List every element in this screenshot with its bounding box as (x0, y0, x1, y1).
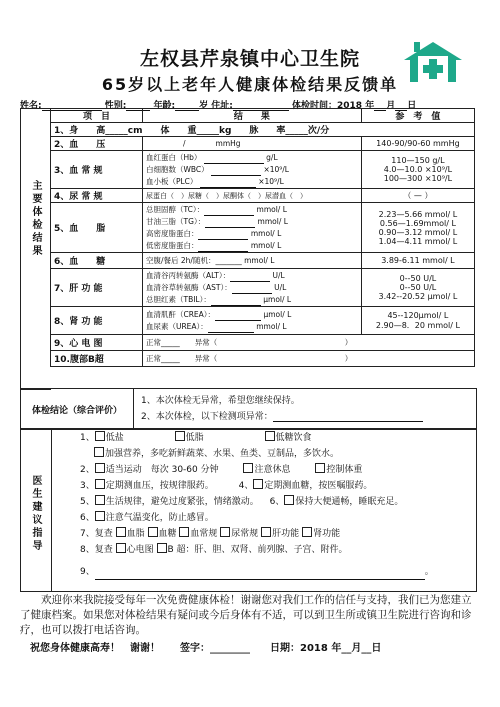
recheck-blood-label: 血常规 (190, 529, 218, 539)
ldl-unit: mmol/ L (250, 240, 282, 250)
urea-ref: 2.90—8．20 mmol/ L (375, 320, 460, 330)
checkbox-bp[interactable] (95, 479, 105, 489)
checkbox-rest[interactable] (243, 463, 253, 473)
tg-ref: 0.56—1.69mmol/ L (379, 218, 456, 228)
low-salt-label: 低盐 (105, 433, 124, 443)
hdl-ref: 0.90—3.12 mmol/ L (378, 227, 458, 237)
cold-label: 注意气温变化，防止感冒。 (105, 513, 214, 523)
row-lipid-result (142, 203, 361, 253)
advice-num-6: 6、 (269, 497, 285, 507)
ast-name: 血清谷草转氨酶（AST）： (145, 282, 232, 292)
hb-unit: g/L (266, 152, 278, 162)
closing-line: 祝您身体健康高寿！ 谢谢！ 签字：________ 日期：2018 年__月__日 (30, 643, 382, 654)
recheck-liver-label: 肝功能 (272, 529, 300, 539)
tg-name: 甘油三脂（TG）： (145, 216, 206, 226)
crea-field[interactable] (215, 311, 261, 321)
row-kidney-ref (361, 307, 474, 335)
recheck-kidney-label: 肾功能 (313, 529, 341, 539)
advice-list (80, 430, 470, 580)
checkbox-cold[interactable] (95, 511, 105, 521)
wbc-ref: 4.0—10.0 ×10⁹/L (383, 165, 453, 174)
tbil-ref: 3.42--20.52 μmol/ L (378, 292, 458, 301)
advice-line-9: 9、 。 (80, 564, 470, 580)
row-lipid-label: 5、血 脂 (51, 203, 143, 253)
checkbox-weight[interactable] (315, 463, 325, 473)
checkbox-glucose[interactable] (253, 479, 263, 489)
crea-ref: 45--120μmol/ L (387, 310, 449, 320)
tg-field[interactable] (205, 218, 255, 228)
advice-num-2: 2、 (80, 465, 95, 475)
checkbox-recheck-glucose[interactable] (148, 527, 158, 537)
low-fat-label: 低脂 (185, 433, 204, 443)
advice-num-4: 4、 (238, 481, 254, 491)
hdl-name: 高密度脂蛋白： (145, 228, 199, 238)
row-blood-result (142, 151, 361, 189)
alt-field[interactable] (230, 272, 270, 282)
row-glucose-label: 6、血 糖 (51, 253, 143, 269)
row-liver-ref (361, 269, 474, 307)
checkbox-recheck-blood[interactable] (179, 527, 189, 537)
row-bp-result: / mmHg (142, 137, 361, 151)
tbil-name: 总胆红素（TBIL）： (145, 294, 211, 304)
row-urine-label: 4、尿 常 规 (51, 189, 143, 203)
nutrition-label: 加强营养，多吃新鲜蔬菜、水果、鱼类、豆制品，多饮水。 (105, 449, 340, 459)
abnormal-items-field[interactable] (273, 412, 423, 422)
bp-advice-label: 定期测血压，按规律服药。 (105, 481, 214, 491)
tc-unit: mmol/ L (256, 204, 287, 214)
tc-field[interactable] (204, 206, 254, 216)
advice-line-7 (80, 526, 470, 542)
advice-line-8 (80, 542, 470, 558)
col-ref-header: 参 考 值 (361, 109, 474, 123)
row-urine-ref: （ — ） (361, 189, 474, 203)
day-label: 日 (407, 101, 417, 111)
row-bp-label: 2、血 压 (51, 137, 143, 151)
gender-label: 性别: (104, 101, 127, 111)
hdl-field[interactable] (198, 230, 248, 240)
advice-line-3 (80, 462, 470, 478)
hospital-logo-icon (400, 40, 466, 84)
row-ecg-label: 9、心 电 图 (51, 335, 143, 351)
advice-line-2 (80, 446, 470, 462)
row-ultrasound-label: 10.腹部B超 (51, 351, 143, 367)
alt-ref: 0--50 U/L (399, 274, 437, 283)
row-ecg-result: 正常_____ 异常（ ） (142, 335, 474, 351)
wbc-name: 白细胞数（WBC） (145, 164, 209, 174)
row-glucose-ref: 3.89-6.11 mmol/ L (361, 253, 474, 269)
checkbox-exercise[interactable] (95, 463, 105, 473)
month-label: 月 (386, 101, 396, 111)
recheck-lipid-label: 血脂 (126, 529, 145, 539)
plc-field[interactable] (200, 178, 256, 188)
hospital-title: 左权县芹泉镇中心卫生院 (139, 48, 360, 70)
row-kidney-result (142, 307, 361, 335)
urea-field[interactable] (208, 323, 254, 333)
checkbox-recheck-lipid[interactable] (116, 527, 126, 537)
recheck-urine-label: 尿常规 (231, 529, 259, 539)
checkbox-recheck-kidney[interactable] (302, 527, 312, 537)
crea-unit: μmol/ L (263, 309, 292, 319)
ast-field[interactable] (232, 284, 272, 294)
advice-line-4 (80, 478, 470, 494)
hdl-unit: mmol/ L (250, 228, 282, 238)
hb-ref: 110—150 g/L (391, 156, 445, 165)
row-ultrasound-result: 正常_____ 异常（ ） (142, 351, 474, 367)
conclusion-label: 体检结论（综合评价） (21, 389, 134, 429)
advice-line-6: 6、 注意气温变化，防止感冒。 (80, 513, 214, 523)
row-blood-ref (361, 151, 474, 189)
form-subtitle: 65岁以上老年人健康体检结果反馈单 (101, 75, 399, 94)
age-label: 年龄: (153, 101, 176, 111)
tbil-unit: μmol/ L (263, 294, 292, 304)
checkbox-lifestyle[interactable] (95, 495, 105, 505)
results-table (50, 108, 475, 367)
date-label: 体检时间：2018 年 (292, 101, 375, 111)
name-label: 姓名: (20, 101, 42, 111)
other-advice-field[interactable] (95, 570, 425, 580)
lifestyle-label: 生活规律，避免过度紧张，情绪激动。 (105, 497, 259, 507)
wbc-unit: ×10⁹/L (263, 164, 289, 174)
recheck-glucose-label: 血糖 (158, 529, 177, 539)
advice-side-label: 医生建议指导 (30, 475, 41, 553)
low-sugar-label: 低糖饮食 (275, 433, 312, 443)
wbc-field[interactable] (211, 166, 261, 176)
footer-message: 欢迎你来我院接受每年一次免费健康体检！谢谢您对我们工作的信任与支持，我们已为您建立了健康档案。如果您对体检结果有疑问或今后身体有不适，可以到卫生所或镇卫生院进行咨询和诊疗，也可以拨打电话咨询。 (20, 594, 472, 636)
ldl-ref: 1.04—4.11 mmol/ L (378, 236, 458, 246)
advice-num-1: 1、 (80, 433, 95, 443)
row-vitals: 1、身 高_____cm 体 重_____kg 脉 率_____次/分 (51, 123, 475, 137)
advice-divider (51, 429, 52, 591)
rest-label: 注意休息 (254, 465, 291, 475)
hb-field[interactable] (204, 154, 264, 164)
ast-unit: U/L (274, 282, 287, 292)
advice-line-1 (80, 430, 470, 446)
urea-unit: mmol/ L (256, 321, 287, 331)
row-blood-label: 3、血 常 规 (51, 151, 143, 189)
ast-ref: 0--50 U/L (399, 283, 437, 292)
advice-num-3: 3、 (80, 481, 95, 491)
conclusion-line-1: 1、本次体检无异常，希望您继续保持。 (141, 396, 300, 406)
plc-name: 血小板（PLC） (145, 176, 198, 186)
checkbox-low-sugar[interactable] (265, 431, 275, 441)
address-label: 住址: (211, 101, 233, 111)
conclusion-line-2 (141, 409, 423, 422)
checkbox-recheck-liver[interactable] (261, 527, 271, 537)
ldl-name: 低密度脂蛋白： (145, 240, 199, 250)
ldl-field[interactable] (198, 242, 248, 252)
checkbox-recheck-urine[interactable] (220, 527, 230, 537)
weight-label: 控制体重 (326, 465, 363, 475)
alt-unit: U/L (272, 270, 285, 280)
row-lipid-ref (361, 203, 474, 253)
checkbox-recheck-ecg[interactable] (116, 543, 126, 553)
advice-line-5 (80, 494, 470, 510)
advice-num-9: 9、 (80, 567, 95, 577)
checkbox-sleep[interactable] (284, 495, 294, 505)
row-bp-ref: 140-90/90-60 mmHg (361, 137, 474, 151)
tg-unit: mmol/ L (257, 216, 288, 226)
age-unit: 岁 (199, 101, 209, 111)
tbil-field[interactable] (211, 296, 261, 306)
row-kidney-label: 8、肾 功 能 (51, 307, 143, 335)
recheck-ultrasound-label: B 超：肝、胆、双肾、前列腺、子宫、附件。 (167, 545, 348, 555)
recheck-label-7: 7、复查 (80, 529, 113, 539)
hb-name: 血红蛋白（Hb） (145, 152, 202, 162)
advice-num-5: 5、 (80, 497, 95, 507)
col-item-header: 项 目 (51, 109, 143, 123)
crea-name: 血清肌酐（CREA）： (145, 309, 216, 319)
alt-name: 血清谷丙转氨酶（ALT）： (145, 270, 231, 280)
conclusion-section (20, 388, 477, 430)
sleep-label: 保持大便通畅，睡眠充足。 (295, 497, 404, 507)
plc-unit: ×10⁹/L (258, 176, 284, 186)
exercise-label: 适当运动 每次 30-60 分钟 (105, 465, 219, 475)
recheck-ecg-label: 心电图 (126, 545, 154, 555)
row-urine-result: 尿蛋白（ ）尿糖（ ）尿酮体（ ）尿潜血（ ） (142, 189, 361, 203)
checkbox-recheck-ultrasound[interactable] (157, 543, 167, 553)
urea-name: 血尿素（UREA）： (145, 321, 208, 331)
tc-name: 总胆固醇（TC）： (145, 204, 205, 214)
plc-ref: 100—300 ×10⁹/L (383, 174, 453, 183)
conclusion-line-2-text: 2、本次体检，以下检测项异常： (141, 412, 273, 422)
checkbox-nutrition[interactable] (94, 447, 104, 457)
col-result-header: 结 果 (142, 109, 361, 123)
main-results-side-label: 主要体检结果 (30, 180, 41, 258)
row-liver-label: 7、肝 功 能 (51, 269, 143, 307)
recheck-label-8: 8、复查 (80, 545, 113, 555)
checkbox-low-salt[interactable] (95, 431, 105, 441)
tc-ref: 2.23—5.66 mmol/ L (378, 209, 458, 219)
row-liver-result (142, 269, 361, 307)
row-glucose-result: 空腹/餐后 2h/随机：_______ mmol/ L (142, 253, 361, 269)
checkbox-low-fat[interactable] (175, 431, 185, 441)
glucose-advice-label: 定期测血糖，按医嘱服药。 (264, 481, 373, 491)
